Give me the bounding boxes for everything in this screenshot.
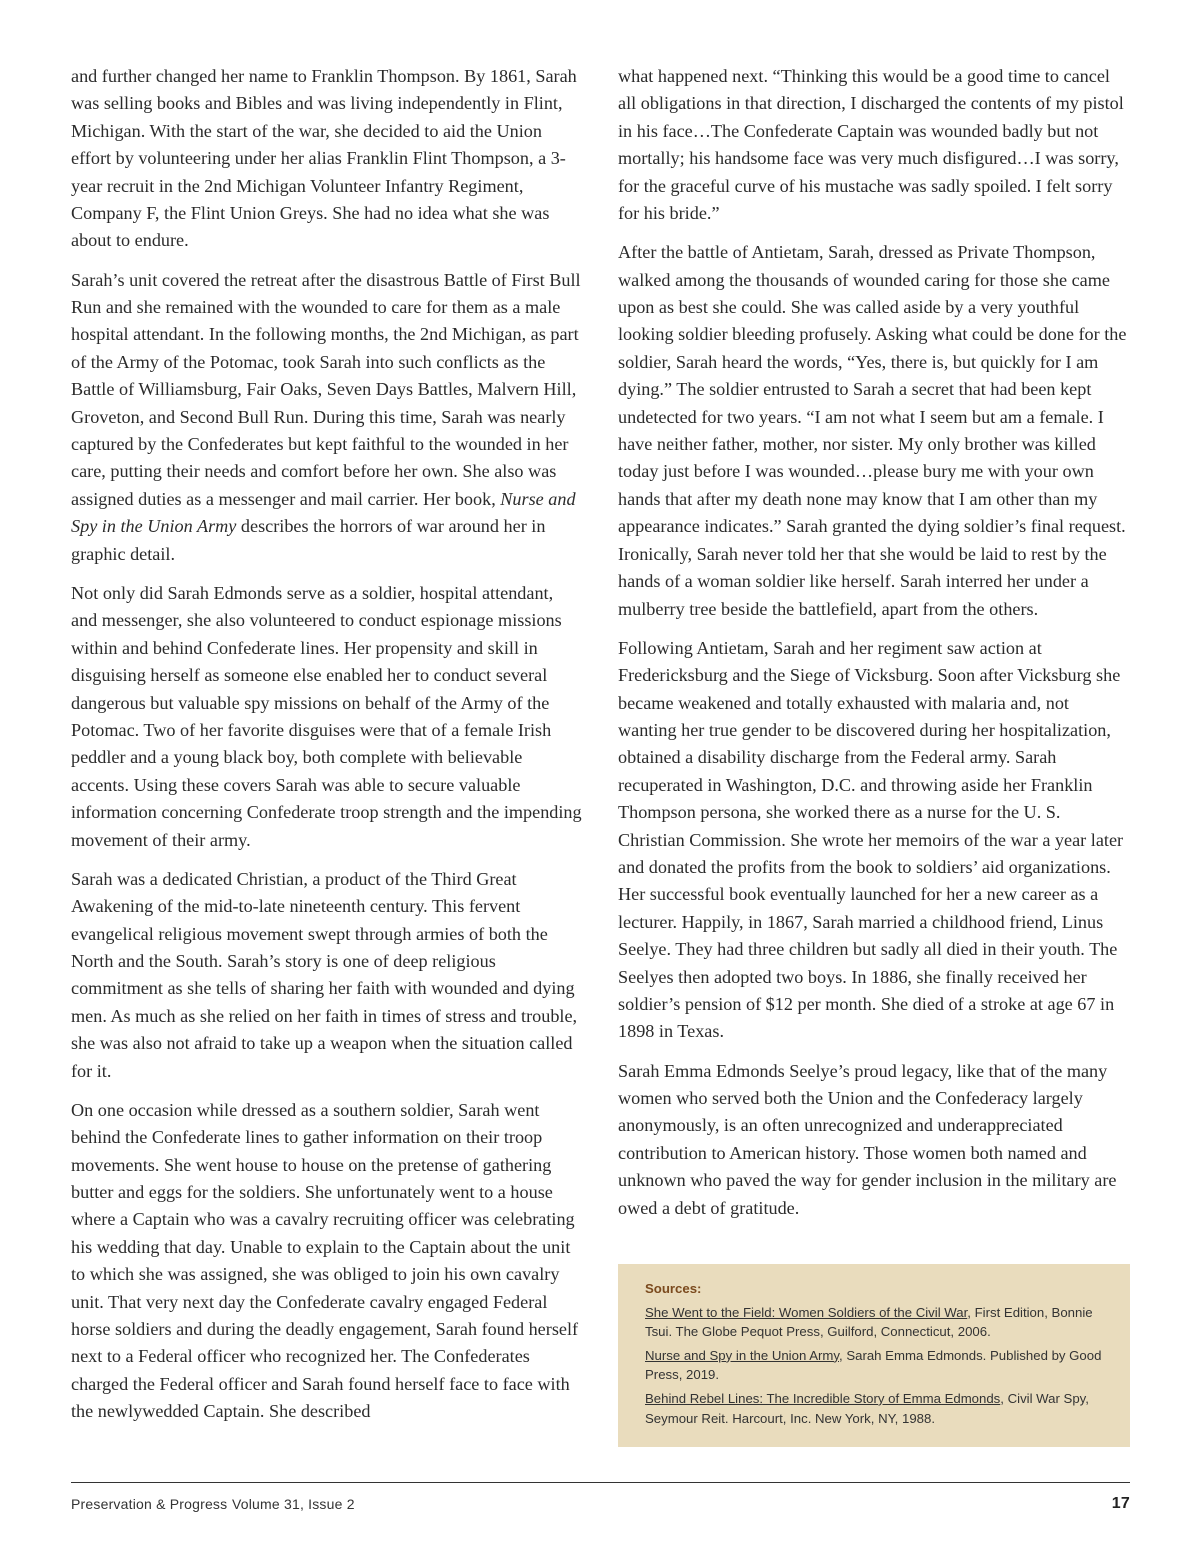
footer-volume: Volume 31, Issue 2 [232, 1496, 355, 1512]
paragraph-with-book-title [71, 267, 583, 568]
paragraph: After the battle of Antietam, Sarah, dressed as Private Thompson, walked among the thousands of wounded caring for those she came upon as best she could. She was called aside by a very youthful looking soldier bleeding profusely. Asking what could be done for the soldier, Sarah heard the words, “Yes, there is, but quickly for I am dying.” The soldier entrusted to Sarah a secret that had been kept undetected for two years. “I am not what I seem but am a female. I have neither father, mother, nor sister. My only brother was killed today just before I was wounded…please bury me with your own hands that after my death none may know that I am other than my appearance indicates.” Sarah granted the dying soldier’s final request. Ironically, Sarah never told her that she would be laid to rest by the hands of a woman soldier like herself. Sarah interred her under a mulberry tree beside the battlefield, apart from the others. [618, 242, 1127, 619]
source-item [645, 1303, 1103, 1342]
paragraph: Sarah Emma Edmonds Seelye’s proud legacy, like that of the many women who served both the Union and the Confederacy largely anonymously, is an often unrecognized and underappreciated contribution to American history. Those women both named and unknown who paved the way for gender inclusion in the military are owed a debt of gratitude. [618, 1060, 1117, 1218]
right-column [618, 63, 1130, 1234]
sources-box [618, 1264, 1130, 1447]
left-column [71, 63, 583, 1437]
page-number: 17 [1111, 1495, 1130, 1512]
source-title-link[interactable]: Nurse and Spy in the Union Army [645, 1347, 839, 1363]
source-item [645, 1346, 1103, 1385]
source-details: , First Edition, Bonnie Tsui. The Globe Pequot Press, Guilford, Connecticut, 2006. [645, 1304, 1093, 1340]
paragraph: On one occasion while dressed as a southern soldier, Sarah went behind the Confederate lines to gather information on their troop movements. She went house to house on the pretense of gathering butter and eggs for the soldiers. She unfortunately went to a house where a Captain who was a cavalry recruiting officer was celebrating his wedding that day. Unable to explain to the Captain about the unit to which she was assigned, she was obliged to join his own cavalry unit. That very next day the Confederate cavalry engaged Federal horse soldiers and during the deadly engagement, Sarah found herself next to a Federal officer who recognized her. The Confederates charged the Federal officer and Sarah found herself face to face with the newlywedded Captain. She described [71, 1099, 579, 1422]
paragraph: Following Antietam, Sarah and her regiment saw action at Fredericksburg and the Siege of Vicksburg. Soon after Vicksburg she became weakened and totally exhausted with malaria and, not wanting her true gender to be discovered during her hospitalization, obtained a disability discharge from the Federal army. Sarah recuperated in Washington, D.C. and throwing aside her Franklin Thompson persona, she worked there as a nurse for the U. S. Christian Commission. She wrote her memoirs of the war a year later and donated the profits from the book to soldiers’ aid organizations. Her successful book eventually launched for her a new career as a lecturer. Happily, in 1867, Sarah married a childhood friend, Linus Seelye. They had three children but sadly all died in their youth. The Seelyes then adopted two boys. In 1886, she finally received her soldier’s pension of $12 per month. She died of a stroke at age 67 in 1898 in Texas. [618, 637, 1124, 1042]
footer-divider [71, 1482, 1130, 1483]
source-title-link[interactable]: She Went to the Field: Women Soldiers of the Civil War [645, 1304, 968, 1320]
source-details: , Sarah Emma Edmonds. Published by Good Press, 2019. [645, 1347, 1102, 1383]
paragraph: Sarah was a dedicated Christian, a product of the Third Great Awakening of the mid-to-late nineteenth century. This fervent evangelical religious movement swept through armies of both the North and the South. Sarah’s story is one of deep religious commitment as she tells of sharing her faith with wounded and dying men. As much as she relied on her faith in times of stress and trouble, she was also not afraid to take up a weapon when the situation called for it. [71, 868, 578, 1081]
source-title-link[interactable]: Behind Rebel Lines: The Incredible Story of Emma Edmonds [645, 1390, 1001, 1406]
paragraph-text: Sarah’s unit covered the retreat after the disastrous Battle of First Bull Run and she remained with the wounded to care for them as a male hospital attendant. In the following months, the 2nd Michigan, as part of the Army of the Potomac, took Sarah into such conflicts as the Battle of Williamsburg, Fair Oaks, Seven Days Battles, Malvern Hill, Groveton, and Second Bull Run. During this time, Sarah was nearly captured by the Confederates but kept faithful to the wounded in her care, putting their needs and comfort before her own. She also was assigned duties as a messenger and mail carrier. Her book, Nurse and Spy in the Union Army describes the horrors of war around her in graphic detail. [71, 269, 581, 564]
paragraph: what happened next. “Thinking this would be a good time to cancel all obligations in that direction, I discharged the contents of my pistol in his face…The Confederate Captain was wounded badly but not mortally; his handsome face was very much disfigured…I was sorry, for the graceful curve of his mustache was sadly spoiled. I felt sorry for his bride.” [618, 66, 1124, 224]
paragraph: and further changed her name to Franklin Thompson. By 1861, Sarah was selling books and Bibles and was living independently in Flint, Michigan. With the start of the war, she decided to aid the Union effort by volunteering under her alias Franklin Flint Thompson, a 3-year recruit in the 2nd Michigan Volunteer Infantry Regiment, Company F, the Flint Union Greys. She had no idea what she was about to endure. [71, 66, 577, 251]
source-details: , Civil War Spy, Seymour Reit. Harcourt, Inc. New York, NY, 1988. [645, 1390, 1089, 1426]
sources-heading: Sources: [645, 1281, 702, 1296]
source-item [645, 1389, 1103, 1428]
footer-publication: Preservation & Progress [71, 1496, 228, 1512]
paragraph: Not only did Sarah Edmonds serve as a soldier, hospital attendant, and messenger, she also volunteered to conduct espionage missions within and behind Confederate lines. Her propensity and skill in disguising herself as someone else enabled her to conduct several dangerous but valuable spy missions on behalf of the Army of the Potomac. Two of her favorite disguises were that of a female Irish peddler and a young black boy, both complete with believable accents. Using these covers Sarah was able to secure valuable information concerning Confederate troop strength and the impending movement of their army. [71, 582, 582, 850]
